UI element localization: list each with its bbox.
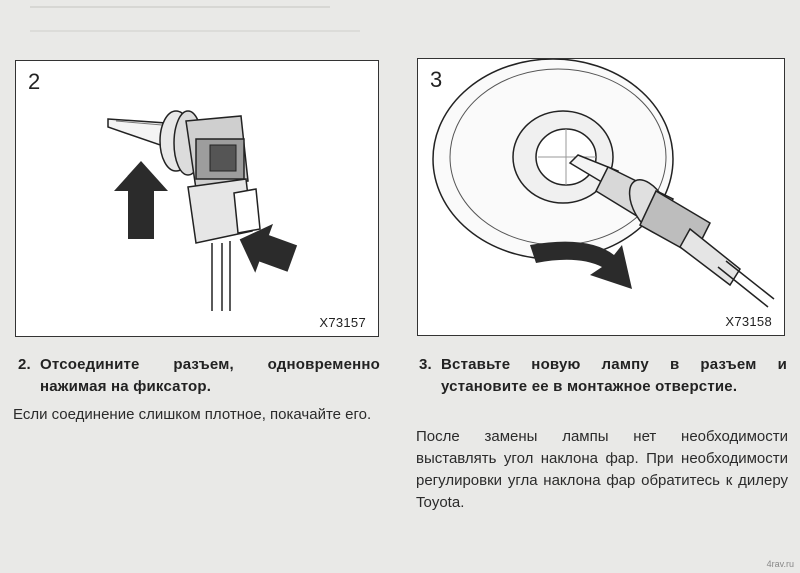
step-title: Вставьте новую лампу в разъем и установите ее в монтажное отверстие. <box>441 356 787 395</box>
figure-code: X73158 <box>725 314 772 329</box>
bleed-through-text <box>30 30 360 40</box>
step-2-heading <box>18 354 380 398</box>
figure-3-panel <box>417 58 785 336</box>
bulb-installation-illustration <box>418 59 783 334</box>
step-3-text: После замены лампы нет необходимости выставлять угол наклона фар. При необходимости регулировки угла наклона фар обратитесь к дилеру Toyota. <box>416 428 788 511</box>
figure-code: X73157 <box>319 315 366 330</box>
step-number: 2. <box>18 356 31 373</box>
bulb-connector-illustration <box>16 61 377 335</box>
figure-number: 3 <box>430 67 443 92</box>
figure-number: 2 <box>28 69 41 94</box>
step-3-heading <box>419 354 787 398</box>
step-2-text: Если соединение слишком плотное, покачайте его. <box>13 406 372 423</box>
watermark: 4rav.ru <box>766 559 794 569</box>
bleed-through-text <box>30 6 330 16</box>
step-number: 3. <box>419 356 432 373</box>
figure-2-panel <box>15 60 379 337</box>
step-title: Отсоедините разъем, одновременно нажимая на фиксатор. <box>40 356 380 395</box>
